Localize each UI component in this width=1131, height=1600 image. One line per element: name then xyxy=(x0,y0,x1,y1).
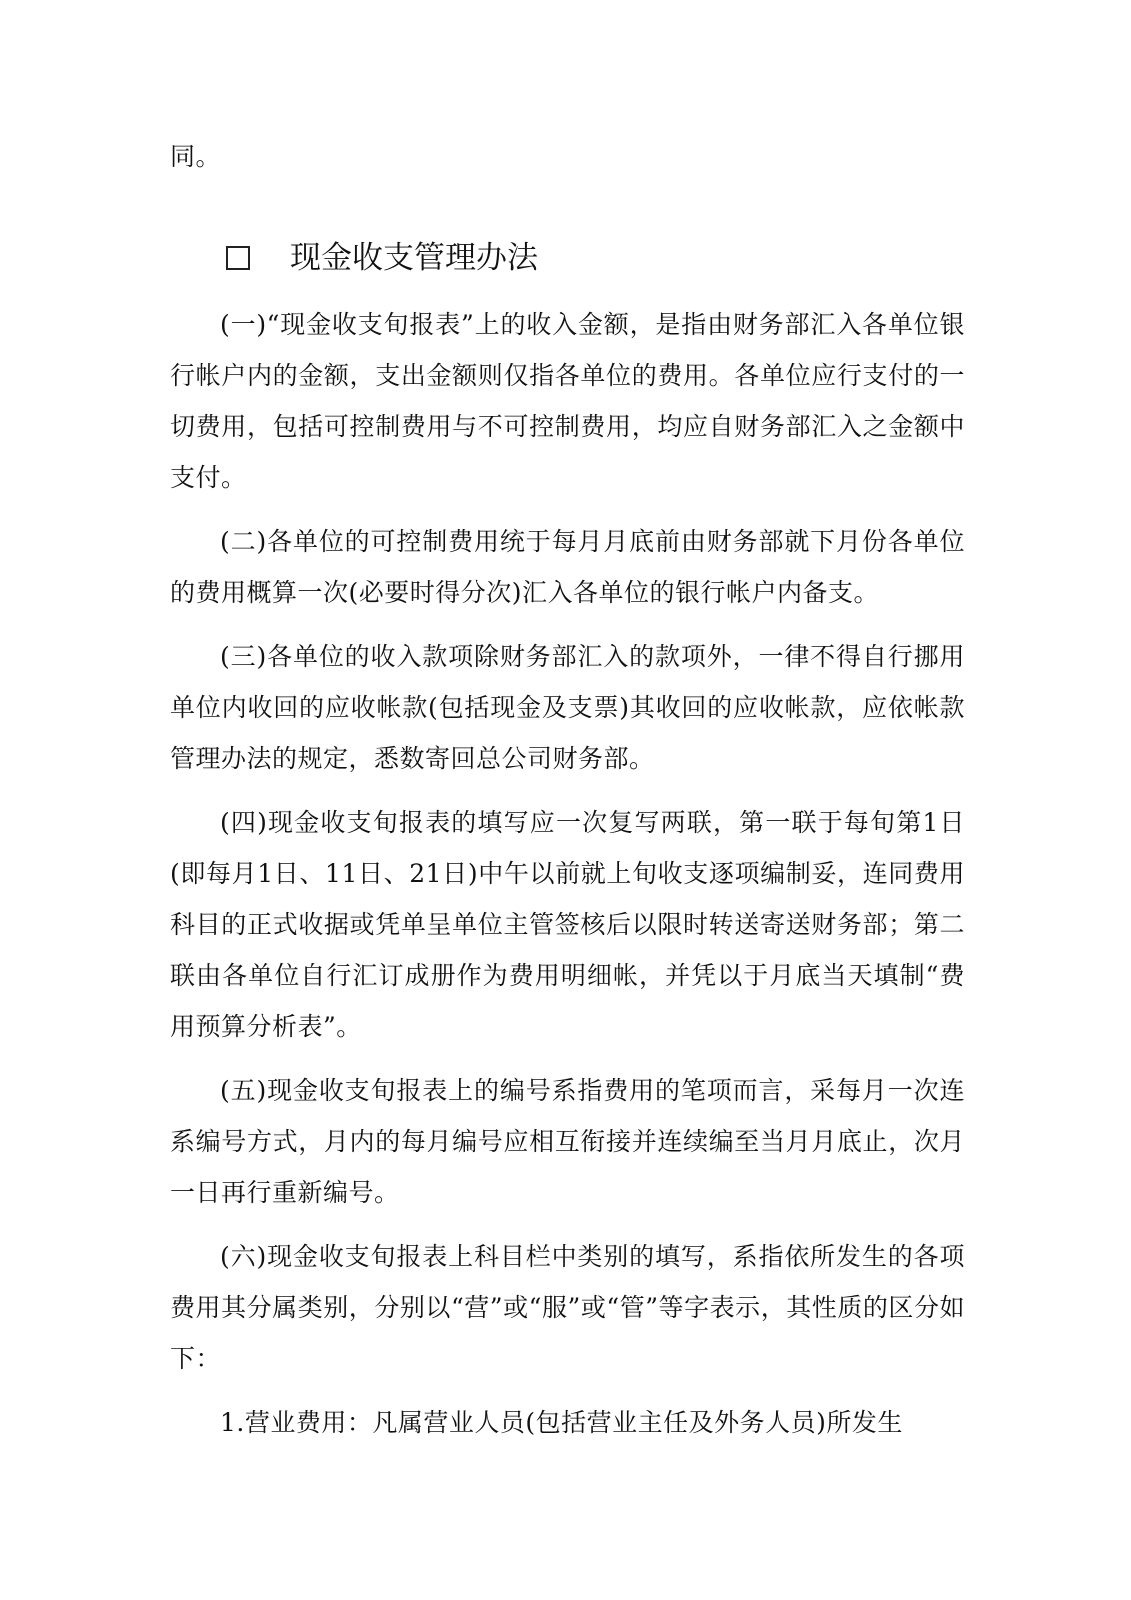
paragraph-7: 1.营业费用：凡属营业人员(包括营业主任及外务人员)所发生 xyxy=(220,1408,903,1437)
paragraph-3: (三)各单位的收入款项除财务部汇入的款项外，一律不得自行挪用单位内收回的应收帐款(包括现金及支票)其收回的应收帐款，应依帐款管理办法的规定，悉数寄回总公司财务部。 xyxy=(170,642,965,773)
paragraph-6: (六)现金收支旬报表上科目栏中类别的填写，系指依所发生的各项费用其分属类别，分别以“营”或“服”或“管”等字表示，其性质的区分如下： xyxy=(170,1242,965,1373)
section-title: 现金收支管理办法 xyxy=(290,240,538,276)
paragraph-2: (二)各单位的可控制费用统于每月月底前由财务部就下月份各单位的费用概算一次(必要时得分次)汇入各单位的银行帐户内备支。 xyxy=(170,527,965,607)
paragraph-4: (四)现金收支旬报表的填写应一次复写两联，第一联于每旬第1日(即每月1日、11日、21日)中午以前就上旬收支逐项编制妥，连同费用科目的正式收据或凭单呈单位主管签核后以限时转送寄送财务部；第二联由各单位自行汇订成册作为费用明细帐，并凭以于月底当天填制“费用预算分析表”。 xyxy=(170,808,965,1041)
checkbox-icon xyxy=(226,246,250,270)
paragraph-5: (五)现金收支旬报表上的编号系指费用的笔项而言，采每月一次连系编号方式，月内的每月编号应相互衔接并连续编至当月月底止，次月一日再行重新编号。 xyxy=(170,1076,965,1207)
paragraph-1: (一)“现金收支旬报表”上的收入金额，是指由财务部汇入各单位银行帐户内的金额，支出金额则仅指各单位的费用。各单位应行支付的一切费用，包括可控制费用与不可控制费用，均应自财务部汇入之金额中支付。 xyxy=(170,310,965,492)
continuation-text: 同。 xyxy=(170,142,222,171)
section-heading xyxy=(226,238,538,278)
body-text xyxy=(170,299,965,1448)
